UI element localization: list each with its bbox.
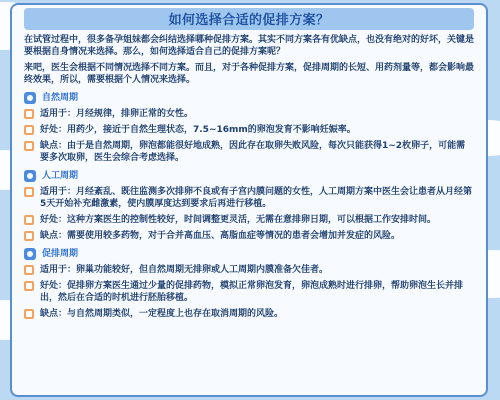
magnifier-icon bbox=[24, 248, 36, 260]
article-card bbox=[10, 3, 488, 397]
list-item bbox=[24, 140, 474, 164]
section-heading bbox=[24, 170, 474, 182]
list-item bbox=[24, 280, 474, 304]
list-item-text: 缺点：由于是自然周期，卵泡都能很好地成熟，因此存在取卵失败风险，每次只能获得1~2枚卵子，可能需要多次取卵，医生会综合考虑选择。 bbox=[40, 141, 466, 163]
bullet-icon bbox=[24, 109, 34, 119]
list-item-text: 好处：这种方案医生的控制性较好，时间调整更灵活，无需在意排卵日期，可以根据工作安排时间。 bbox=[40, 215, 437, 225]
list-item bbox=[24, 108, 474, 120]
magnifier-icon bbox=[24, 170, 36, 182]
section-heading bbox=[24, 248, 474, 260]
bullet-icon bbox=[24, 141, 34, 151]
section-label: 促排周期 bbox=[42, 249, 79, 259]
bullet-icon bbox=[24, 125, 34, 135]
list-item-text: 适用于：卵巢功能较好，但自然周期无排卵或人工周期内膜准备欠佳者。 bbox=[40, 265, 329, 275]
list-item-text: 好处：促排卵方案医生通过少量的促排药物，模拟正常卵泡发育，卵泡成熟时进行排卵，帮助卵泡生长并排出，然后在合适的时机进行胚胎移植。 bbox=[40, 281, 464, 303]
list-item bbox=[24, 124, 474, 136]
section-label: 人工周期 bbox=[42, 171, 79, 181]
list-item bbox=[24, 186, 474, 210]
intro-paragraph: 来吧，医生会根据不同情况选择不同方案。而且，对于各种促排方案，促排周期的长短、用药剂量等，都会影响最终效果，所以，需要根据个人情况来选择。 bbox=[24, 63, 475, 85]
bullet-icon bbox=[24, 187, 34, 197]
list-item-text: 适用于：月经紊乱、既往监测多次排卵不良或有子宫内膜问题的女性，人工周期方案中医生会让患者从月经第5天开始补充雌激素，使内膜厚度达到要求后再进行移植。 bbox=[40, 187, 473, 209]
intro-paragraph: 在试管过程中，很多备孕姐妹都会纠结选择哪种促排方案。其实不同方案各有优缺点，也没有绝对的好坏，关键是要根据自身情况来选择。那么，如何选择适合自己的促排方案呢？ bbox=[24, 35, 475, 57]
section-heading bbox=[24, 92, 474, 104]
page-title: 如何选择合适的促排方案？ bbox=[168, 13, 330, 28]
bullet-icon bbox=[24, 231, 34, 241]
bullet-icon bbox=[24, 215, 34, 225]
list-item-text: 缺点：需要使用较多药物，对于合并高血压、高脂血症等情况的患者会增加并发症的风险。 bbox=[40, 231, 401, 241]
section-label: 自然周期 bbox=[42, 93, 79, 103]
list-item-text: 好处：用药少，接近于自然生理状态，7.5~16mm的卵泡发育不影响妊娠率。 bbox=[40, 125, 356, 135]
bullet-icon bbox=[24, 309, 34, 319]
list-item-text: 适用于：月经规律，排卵正常的女性。 bbox=[40, 109, 194, 119]
list-item-text: 缺点：与自然周期类似，一定程度上也存在取消周期的风险。 bbox=[40, 309, 284, 319]
magnifier-icon bbox=[24, 92, 36, 104]
list-item bbox=[24, 214, 474, 226]
bullet-icon bbox=[24, 265, 34, 275]
title-row bbox=[24, 8, 474, 34]
list-item bbox=[24, 264, 474, 276]
bullet-icon bbox=[24, 281, 34, 291]
list-item bbox=[24, 230, 474, 242]
list-item bbox=[24, 308, 474, 320]
